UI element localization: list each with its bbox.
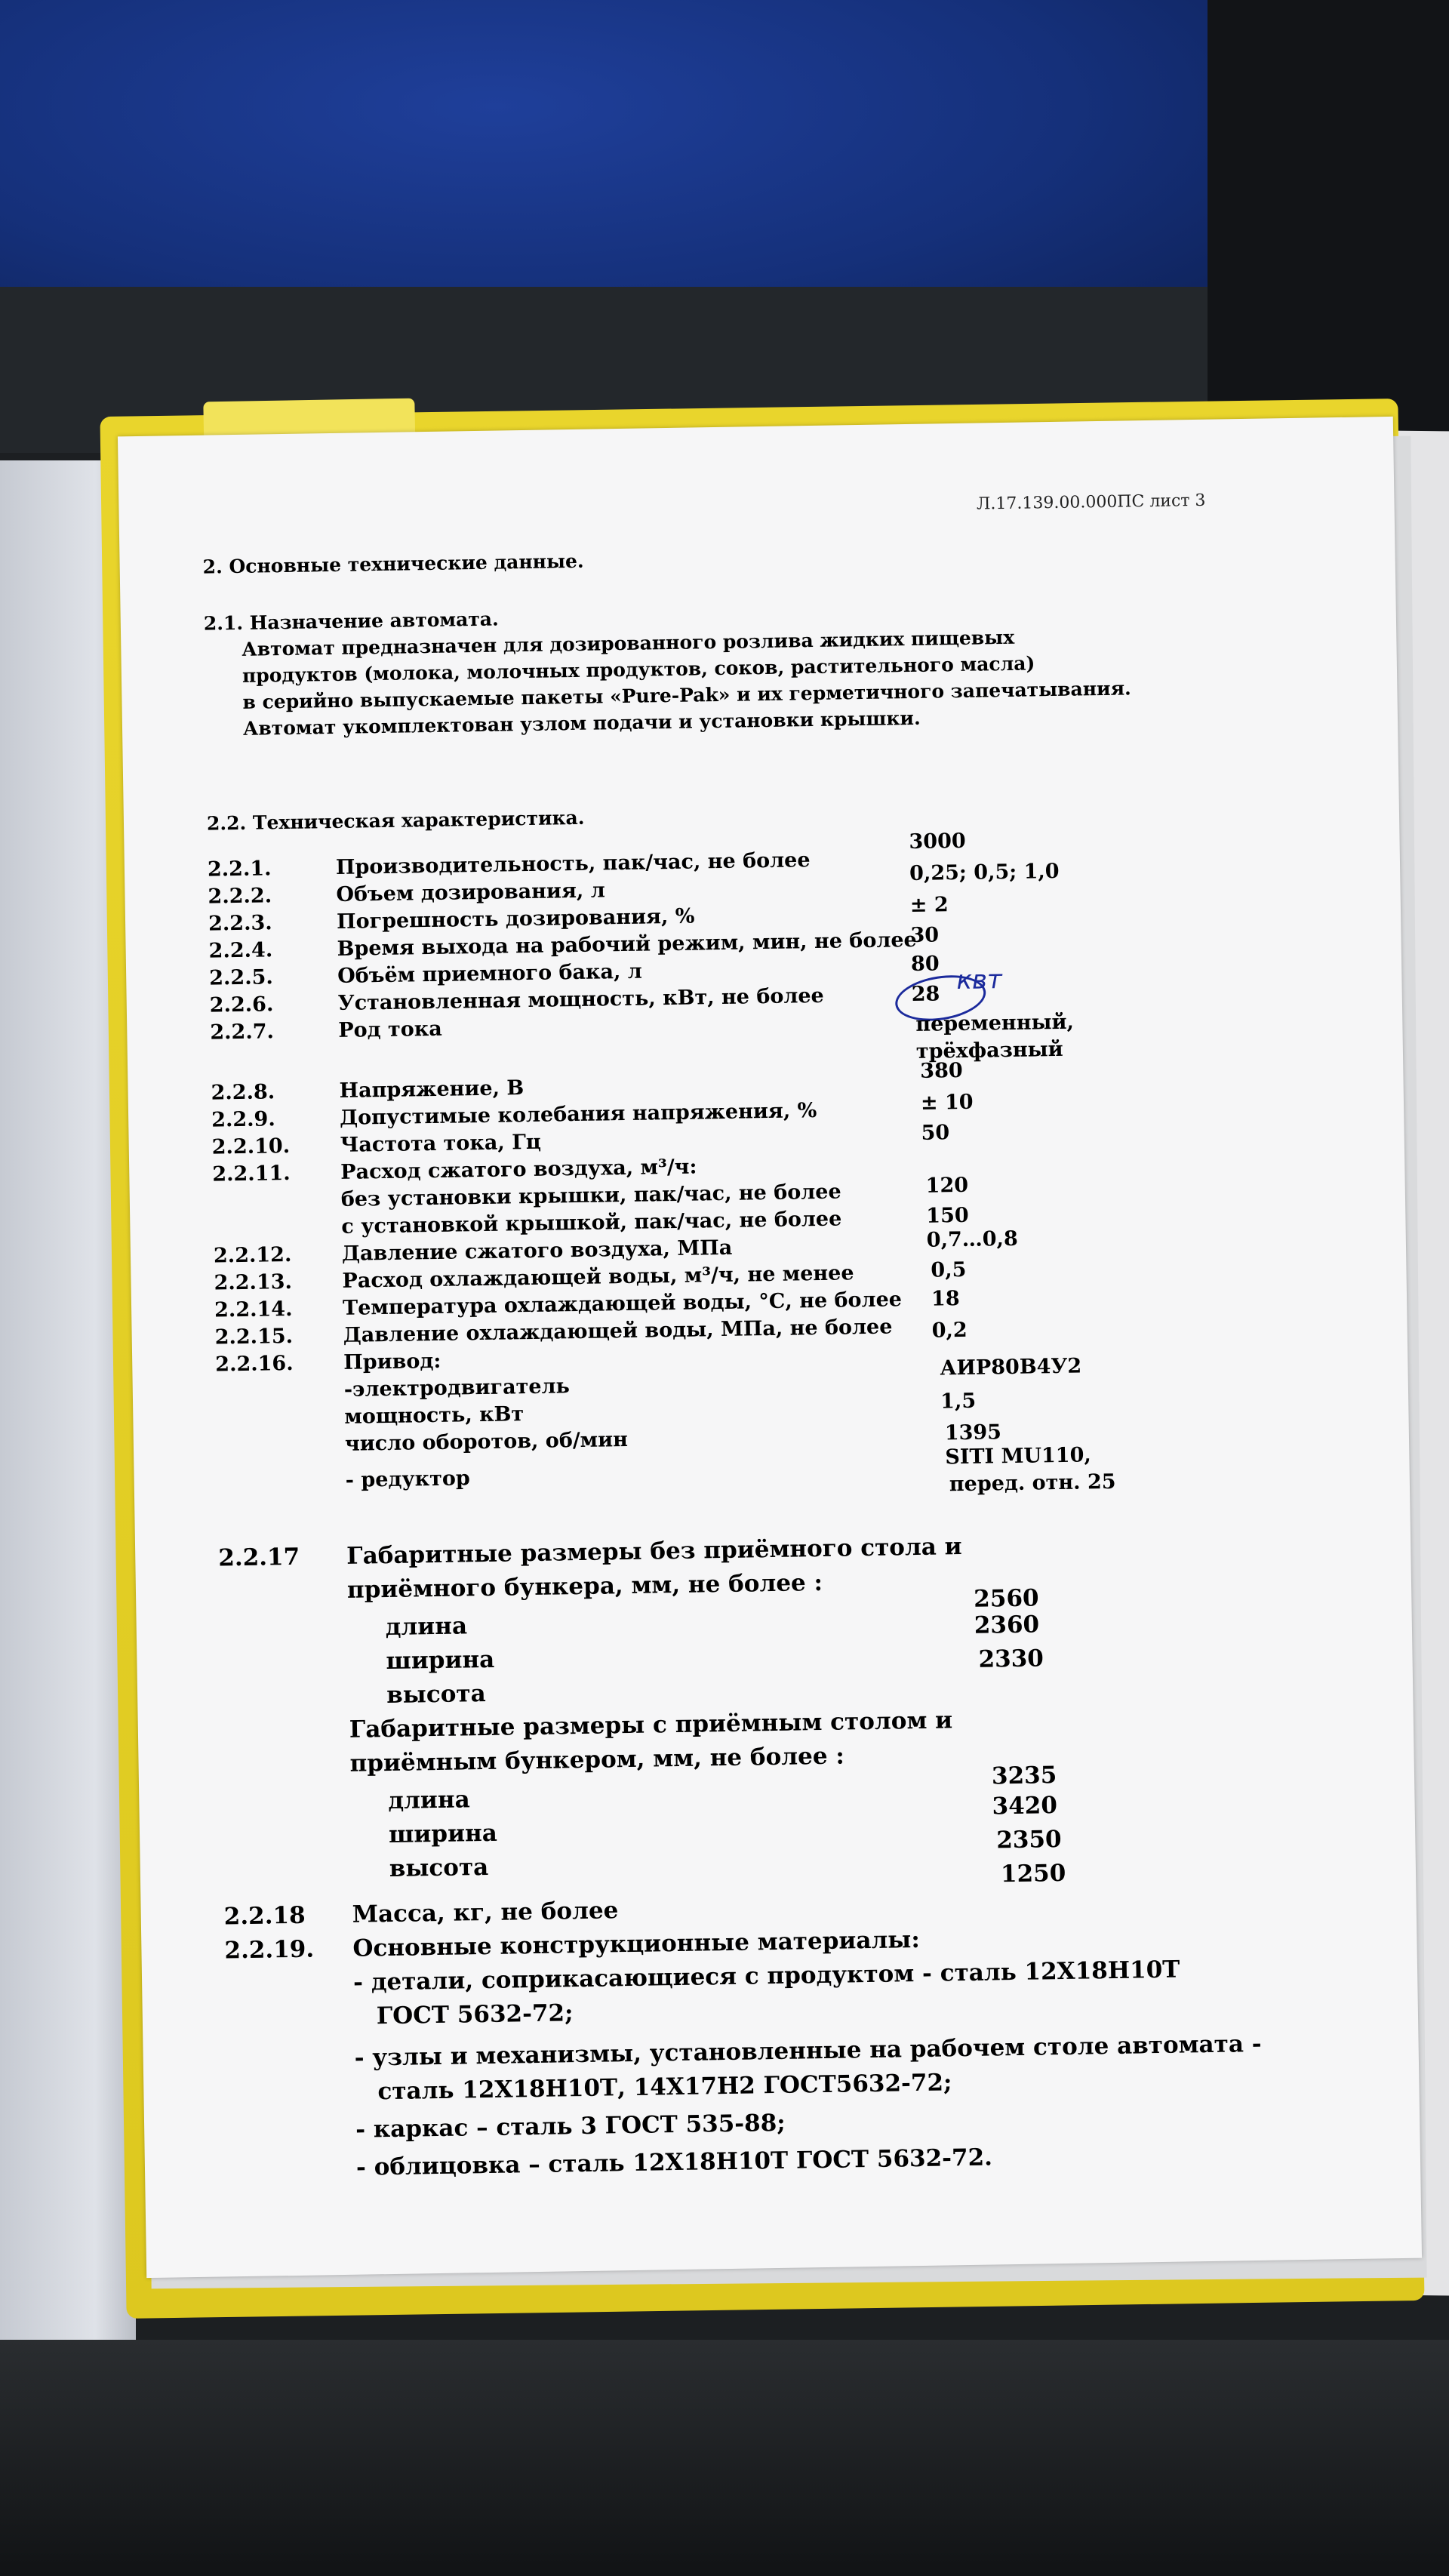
dims-title: Габаритные размеры с приёмным столом и	[349, 1707, 953, 1743]
spec-value: 18	[931, 1287, 960, 1311]
dims-value: 3235	[991, 1762, 1057, 1790]
materials-text: - детали, соприкасающиеся с продуктом - сталь 12Х18Н10Т	[352, 1956, 1180, 1996]
purpose-line: Автомат предназначен для дозированного розлива жидких пищевых	[242, 626, 1015, 660]
spec-label: Погрешность дозирования, %	[336, 904, 695, 934]
purpose-line: продуктов (молока, молочных продуктов, соков, растительного масла)	[242, 652, 1035, 687]
spec-number: 2.2.8.	[211, 1080, 275, 1105]
spec-value: 1,5	[940, 1389, 977, 1414]
spec-value: 3000	[909, 829, 966, 854]
spec-label: Давление охлаждающей воды, МПа, не более	[343, 1315, 893, 1347]
spec-value: переменный,	[915, 1010, 1075, 1036]
spec-value: 28	[911, 982, 940, 1006]
dims-label: высота	[386, 1679, 486, 1710]
spec-title: 2.2. Техническая характеристика.	[206, 806, 585, 835]
dims-value: 2560	[973, 1584, 1039, 1613]
spec-label: Давление сжатого воздуха, МПа	[341, 1236, 733, 1266]
bottom-background	[0, 2340, 1449, 2576]
spec-number: 2.2.19.	[224, 1935, 315, 1965]
dims-label: длина	[385, 1612, 468, 1642]
spec-label: Допустимые колебания напряжения, %	[339, 1098, 817, 1130]
spec-label: Масса, кг, не более	[352, 1897, 619, 1928]
materials-text: - облицовка – сталь 12Х18Н10Т ГОСТ 5632-72.	[355, 2144, 993, 2181]
spec-number: 2.2.9.	[211, 1107, 275, 1132]
section-title: 2. Основные технические данные.	[202, 549, 584, 578]
spec-value: 30	[910, 923, 940, 948]
materials-title: Основные конструкционные материалы:	[352, 1925, 921, 1962]
spec-value: SITI MU110,	[945, 1443, 1091, 1470]
dims-title: Габаритные размеры без приёмного стола и	[346, 1533, 962, 1570]
materials-text: - каркас – сталь 3 ГОСТ 535-88;	[355, 2109, 786, 2144]
dims-value: 2360	[974, 1611, 1040, 1639]
spec-label: -электродвигатель	[343, 1374, 571, 1402]
spec-value: АИР80В4У2	[940, 1354, 1082, 1380]
spec-label: без установки крышки, пак/час, не более	[340, 1180, 841, 1211]
dims-value: 2350	[996, 1826, 1062, 1854]
spec-label: мощность, кВт	[344, 1402, 525, 1429]
spec-number: 2.2.13.	[214, 1270, 293, 1295]
spec-value: ± 10	[920, 1090, 974, 1115]
purpose-line: Автомат укомплектован узлом подачи и установки крышки.	[242, 706, 921, 740]
spec-label: Установленная мощность, кВт, не более	[337, 983, 824, 1015]
spec-number: 2.2.12.	[213, 1242, 292, 1268]
spec-label: Напряжение, В	[339, 1076, 525, 1103]
spec-number: 2.2.14.	[214, 1297, 293, 1322]
handwritten-note: квт	[956, 965, 1003, 996]
spec-value-line2: перед. отн. 25	[949, 1470, 1116, 1497]
document-page	[118, 417, 1422, 2278]
spec-number: 2.2.1.	[207, 857, 272, 882]
spec-value: 0,25; 0,5; 1,0	[909, 859, 1060, 886]
spec-label: Производительность, пак/час, не более	[335, 848, 811, 879]
dims-title: приёмным бункером, мм, не более :	[349, 1742, 845, 1777]
spec-value: 50	[921, 1121, 950, 1145]
dark-corner	[1208, 0, 1449, 453]
dims-label: ширина	[388, 1819, 498, 1849]
purpose-title: 2.1. Назначение автомата.	[203, 608, 499, 635]
dims-value: 1250	[1000, 1859, 1066, 1888]
spec-number: 2.2.6.	[209, 993, 274, 1017]
spec-value: 0,7…0,8	[926, 1226, 1018, 1252]
materials-text: - узлы и механизмы, установленные на рабочем столе автомата -	[354, 2030, 1262, 2072]
spec-label: Частота тока, Гц	[340, 1130, 542, 1157]
dims-value: 2330	[978, 1645, 1044, 1673]
spec-label: Род тока	[338, 1017, 443, 1042]
spec-label: число оборотов, об/мин	[344, 1427, 629, 1456]
spec-number: 2.2.2.	[208, 884, 272, 909]
spec-value: 80	[910, 952, 940, 976]
document-reference: Л.17.139.00.000ПС лист 3	[976, 491, 1206, 514]
spec-number: 2.2.16.	[215, 1351, 294, 1377]
spec-label: с установкой крышкой, пак/час, не более	[341, 1207, 842, 1239]
spec-label: Объём приемного бака, л	[337, 959, 643, 988]
spec-label: Объем дозирования, л	[336, 879, 605, 906]
spec-value-line2: трёхфазный	[915, 1037, 1063, 1063]
spec-label: Температура охлаждающей воды, °С, не более	[342, 1288, 903, 1320]
spec-value: 120	[925, 1173, 969, 1198]
spec-value: 1395	[944, 1420, 1002, 1445]
spec-value: 150	[926, 1203, 969, 1228]
spec-value: 0,5	[931, 1257, 967, 1282]
spec-value: 380	[920, 1058, 963, 1083]
spec-value: 0,2	[931, 1318, 968, 1343]
spec-label: Расход сжатого воздуха, м³/ч:	[340, 1155, 697, 1184]
dims-label: ширина	[386, 1645, 495, 1676]
spec-label: Расход охлаждающей воды, м³/ч, не менее	[342, 1261, 854, 1293]
spec-number: 2.2.3.	[208, 911, 272, 936]
spec-number: 2.2.5.	[208, 965, 274, 990]
spec-number: 2.2.10.	[211, 1134, 291, 1159]
spec-value: ± 2	[909, 893, 949, 918]
dims-value: 3420	[992, 1792, 1058, 1820]
spec-label: - редуктор	[345, 1467, 470, 1492]
dims-label: длина	[388, 1786, 470, 1815]
spec-number: 2.2.11.	[212, 1161, 291, 1186]
spec-number: 2.2.4.	[208, 938, 273, 963]
purpose-line: в серийно выпускаемые пакеты «Pure-Pak» и их герметичного запечатывания.	[242, 677, 1131, 713]
spec-label: Привод:	[343, 1349, 441, 1374]
spec-number: 2.2.17	[218, 1543, 300, 1572]
spec-number: 2.2.18	[223, 1901, 306, 1931]
materials-text: сталь 12Х18Н10Т, 14Х17Н2 ГОСТ5632-72;	[377, 2069, 952, 2106]
materials-text: ГОСТ 5632-72;	[376, 1999, 574, 2030]
spec-number: 2.2.7.	[210, 1020, 275, 1045]
spec-number: 2.2.15.	[214, 1324, 294, 1350]
spec-label: Время выхода на рабочий режим, мин, не более	[337, 928, 917, 961]
dims-label: высота	[389, 1853, 489, 1883]
dims-title: приёмного бункера, мм, не более :	[346, 1568, 823, 1604]
